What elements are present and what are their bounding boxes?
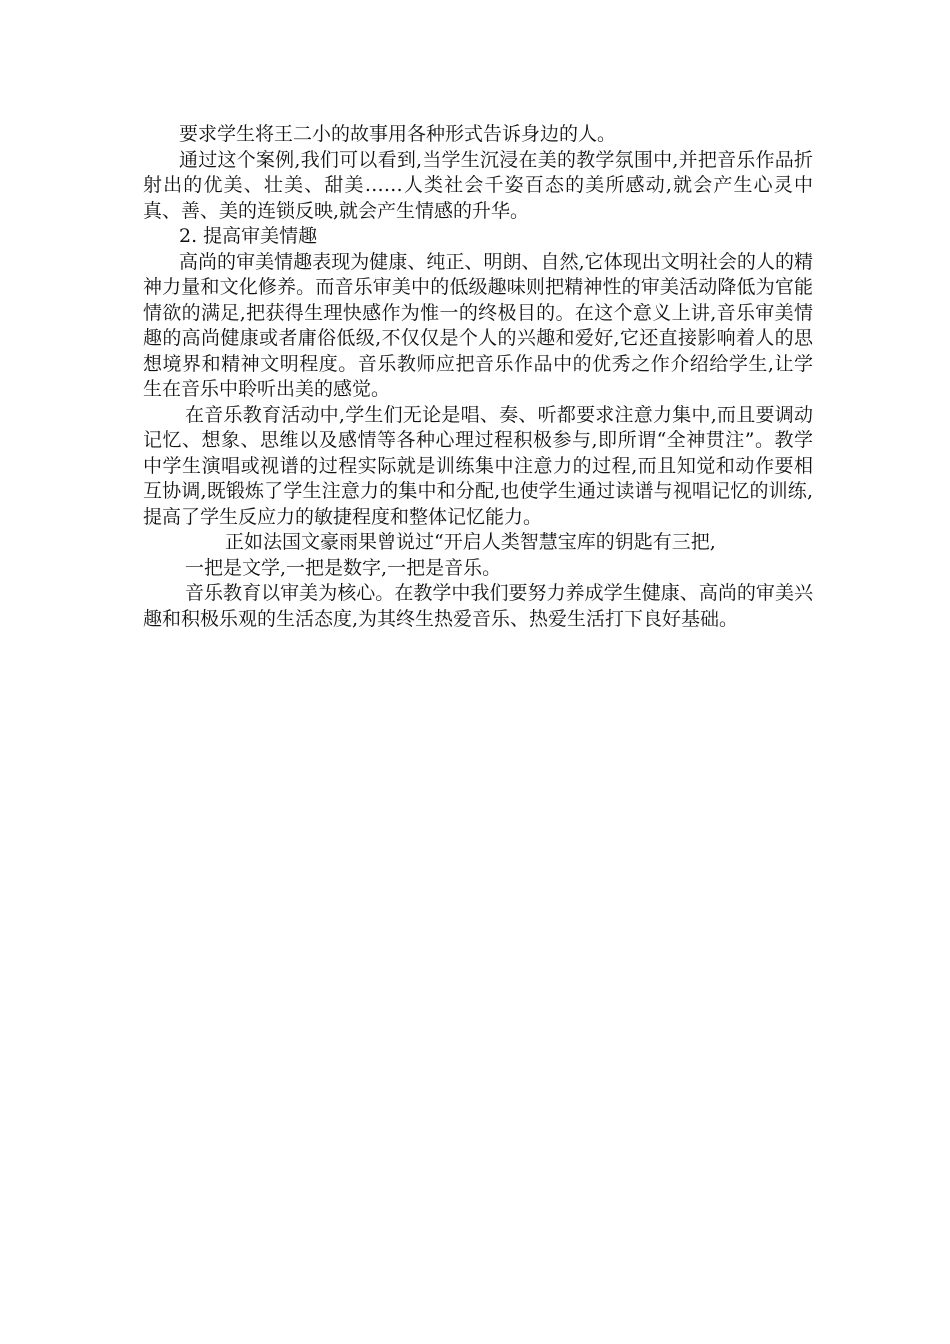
paragraph-hugo-quote: 正如法国文豪雨果曾说过“开启人类智慧宝库的钥匙有三把, bbox=[225, 531, 716, 553]
paragraph-story-instruction: 要求学生将王二小的故事用各种形式告诉身边的人。 bbox=[179, 123, 617, 145]
paragraph-attention: 在音乐教育活动中,学生们无论是唱、奏、听都要求注意力集中,而且要调动记忆、想象、思维以及感情等各种心理过程积极参与,即所谓“全神贯注”。教学中学生演唱或视谱的过程实际就是训练集中注意力的过程,而且知觉和动作要相互协调,既锻炼了学生注意力的集中和分配,也使学生通过读谱与视唱记忆的训练,提高了学生反应力的敏捷程度和整体记忆能力。 bbox=[143, 403, 813, 528]
section-heading: 2. 提高审美情趣 bbox=[179, 225, 318, 247]
paragraph-aesthetic-taste: 高尚的审美情趣表现为健康、纯正、明朗、自然,它体现出文明社会的人的精神力量和文化修养。而音乐审美中的低级趣味则把精神性的审美活动降低为官能情欲的满足,把获得生理快感作为惟一的终极目的。在这个意义上讲,音乐审美情趣的高尚健康或者庸俗低级,不仅仅是个人的兴趣和爱好,它还直接影响着人的思想境界和精神文明程度。音乐教师应把音乐作品中的优秀之作介绍给学生,让学生在音乐中聆听出美的感觉。 bbox=[143, 250, 813, 400]
paragraph-case-summary: 通过这个案例,我们可以看到,当学生沉浸在美的教学氛围中,并把音乐作品折射出的优美、壮美、甜美……人类社会千姿百态的美所感动,就会产生心灵中真、善、美的连锁反映,就会产生情感的升华。 bbox=[143, 148, 813, 222]
paragraph-conclusion: 音乐教育以审美为核心。在教学中我们要努力养成学生健康、高尚的审美兴趣和积极乐观的生活态度,为其终生热爱音乐、热爱生活打下良好基础。 bbox=[143, 582, 813, 630]
document-body bbox=[143, 122, 813, 632]
paragraph-hugo-quote-continued: 一把是文学,一把是数字,一把是音乐。 bbox=[185, 556, 502, 579]
